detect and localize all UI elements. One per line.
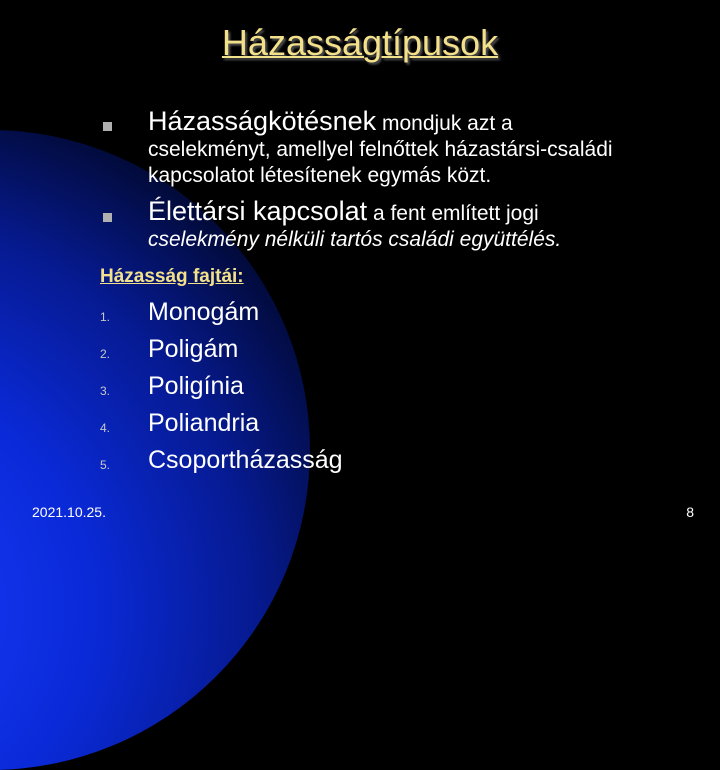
page-number: 8 [686,504,694,520]
list-item-text: Poligínia [148,372,244,400]
paragraph-1-rest-inline: mondjuk azt a [376,112,513,135]
bullet-square-icon [103,213,112,222]
slide-title: Házasságtípusok [221,22,499,63]
paragraph-2-lead: Élettársi kapcsolat [148,196,368,226]
paragraph-1-lead: Házasságkötésnek [148,106,377,136]
paragraph-2-rest-inline: a fent említett jogi [367,202,539,225]
list-item-number: 5. [100,458,111,472]
list-item [0,298,500,335]
paragraph-1 [148,108,680,189]
paragraph-1-rest: cselekményt, amellyel felnőttek házastársi-családi kapcsolatot létesítenek egymás közt. [148,138,613,187]
list-item-number: 3. [100,384,111,398]
list-item-number: 2. [100,347,111,361]
list-item [0,409,500,446]
bullet-square-icon [103,122,112,131]
list-item-text: Poligám [148,335,239,363]
list-item-text: Monogám [148,298,260,326]
paragraph-2-rest: cselekmény nélküli tartós családi együttélés. [148,228,562,251]
list-item [0,446,500,483]
list-item-text: Csoportházasság [148,446,343,474]
list-item [0,335,500,372]
list-item-number: 1. [100,310,111,324]
list-item-number: 4. [100,421,111,435]
list-item-text: Poliandria [148,409,260,437]
footer-date: 2021.10.25. [32,504,106,520]
list-item [0,372,500,409]
subheading: Házasság fajtái: [100,266,244,287]
paragraph-2 [148,198,680,253]
